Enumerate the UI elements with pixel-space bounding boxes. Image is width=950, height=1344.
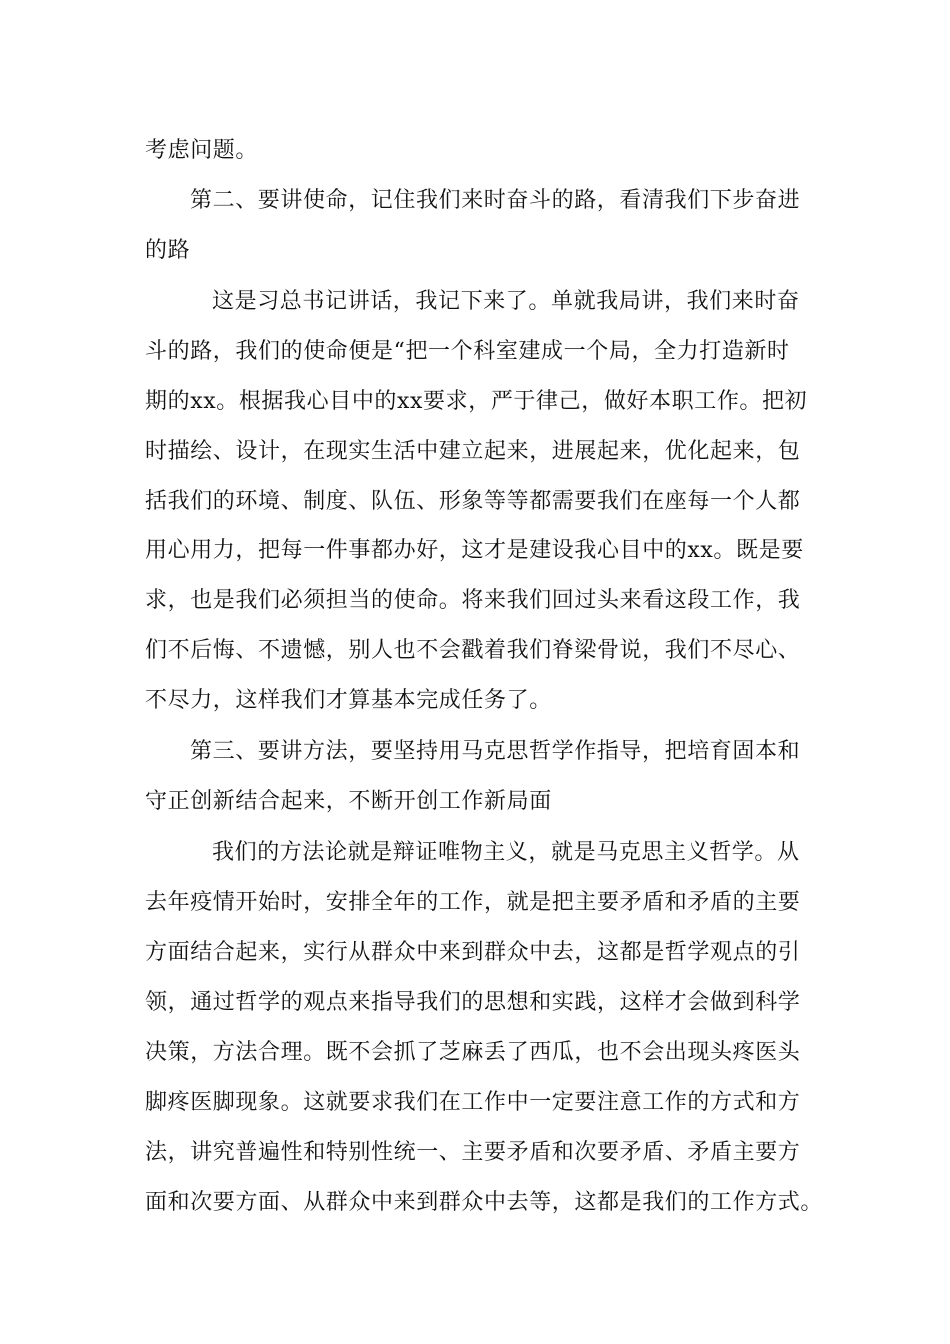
text-line: 期的xx。根据我心目中的xx要求，严于律己，做好本职工作。把初 bbox=[145, 389, 808, 414]
text-line: 去年疫情开始时，安排全年的工作，就是把主要矛盾和矛盾的主要 bbox=[145, 890, 801, 915]
text-line: 括我们的环境、制度、队伍、形象等等都需要我们在座每一个人都 bbox=[145, 489, 801, 514]
text-line: 领，通过哲学的观点来指导我们的思想和实践，这样才会做到科学 bbox=[145, 990, 801, 1015]
text-line: 决策，方法合理。既不会抓了芝麻丢了西瓜，也不会出现头疼医头 bbox=[145, 1040, 801, 1065]
text-line: 脚疼医脚现象。这就要求我们在工作中一定要注意工作的方式和方 bbox=[145, 1090, 801, 1115]
text-line: 这是习总书记讲话，我记下来了。单就我局讲，我们来时奋 bbox=[212, 289, 800, 314]
text-line: 斗的路，我们的使命便是“把一个科室建成一个局，全力打造新时 bbox=[145, 339, 790, 364]
section-heading-2: 第二、要讲使命，记住我们来时奋斗的路，看清我们下步奋进 bbox=[190, 188, 801, 213]
text-line: 不尽力，这样我们才算基本完成任务了。 bbox=[145, 688, 552, 713]
section-heading-3: 第三、要讲方法，要坚持用马克思哲学作指导，把培育固本和 bbox=[190, 739, 801, 764]
text-line: 我们的方法论就是辩证唯物主义，就是马克思主义哲学。从 bbox=[212, 840, 800, 865]
text-line: 时描绘、设计，在现实生活中建立起来，进展起来，优化起来，包 bbox=[145, 439, 801, 464]
text-line: 考虑问题。 bbox=[145, 138, 259, 163]
section-heading-2-cont: 的路 bbox=[145, 238, 191, 263]
text-line: 求，也是我们必须担当的使命。将来我们回过头来看这段工作，我 bbox=[145, 588, 801, 613]
text-line: 们不后悔、不遗憾，别人也不会戳着我们脊梁骨说，我们不尽心、 bbox=[145, 638, 801, 663]
text-line: 方面结合起来，实行从群众中来到群众中去，这都是哲学观点的引 bbox=[145, 940, 801, 965]
text-line: 面和次要方面、从群众中来到群众中去等，这都是我们的工作方式。 bbox=[145, 1190, 824, 1215]
text-line: 用心用力，把每一件事都办好，这才是建设我心目中的xx。既是要 bbox=[145, 538, 804, 563]
section-heading-3-cont: 守正创新结合起来，不断开创工作新局面 bbox=[145, 789, 552, 814]
text-line: 法，讲究普遍性和特别性统一、主要矛盾和次要矛盾、矛盾主要方 bbox=[145, 1140, 801, 1165]
